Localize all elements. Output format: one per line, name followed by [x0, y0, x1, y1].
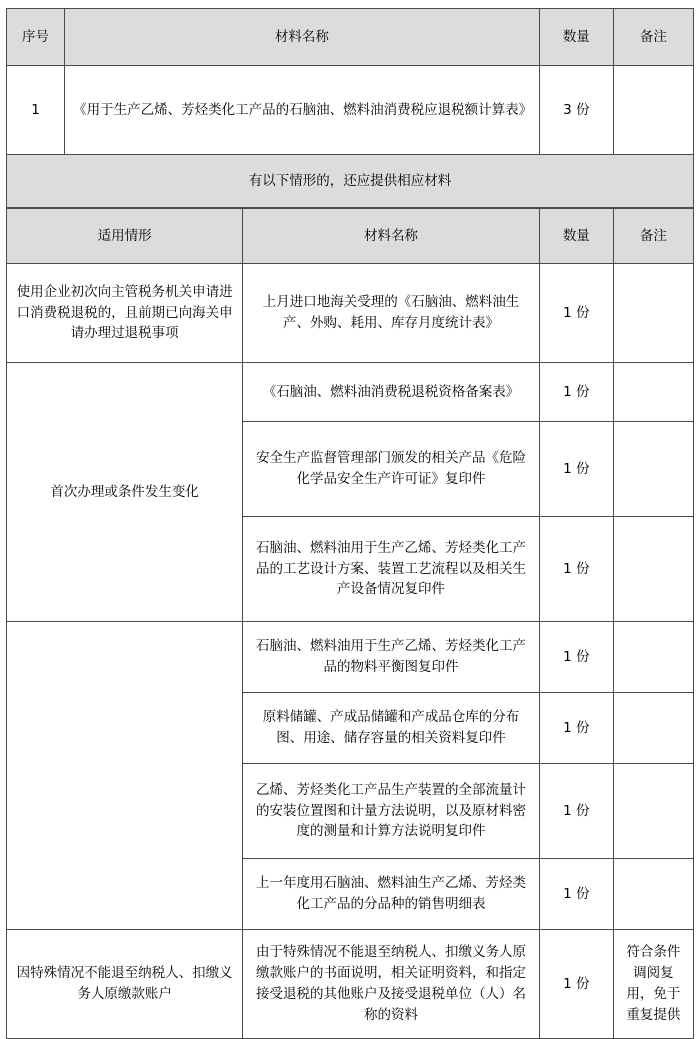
- row-material: 由于特殊情况不能退至纳税人、扣缴义务人原缴款账户的书面说明，相关证明资料，和指定接受退税的其他账户及接受退税单位（人）名称的资料: [243, 930, 539, 1039]
- row-note: 符合条件调阅复用，免于重复提供: [613, 930, 693, 1039]
- row-quantity: 1 份: [539, 422, 613, 517]
- row-note: [613, 422, 693, 517]
- row-note: [613, 622, 693, 693]
- case-cell: 首次办理或条件发生变化: [7, 363, 243, 622]
- table-row: [7, 363, 694, 422]
- header-note: 备注: [613, 9, 693, 66]
- table-header-row: [7, 9, 694, 66]
- table-header-row-2: [7, 209, 694, 264]
- row-note: [613, 363, 693, 422]
- section-band-row: [7, 155, 694, 208]
- header-case: 适用情形: [7, 209, 243, 264]
- row-material: 石脑油、燃料油用于生产乙烯、芳烃类化工产品的物料平衡图复印件: [243, 622, 539, 693]
- row-material: 原料储罐、产成品储罐和产成品仓库的分布图、用途、储存容量的相关资料复印件: [243, 693, 539, 764]
- row-quantity: 1 份: [539, 693, 613, 764]
- table-row: [7, 66, 694, 155]
- row-quantity: 3 份: [539, 66, 613, 155]
- header-material: 材料名称: [65, 9, 540, 66]
- row-material: 上月进口地海关受理的《石脑油、燃料油生产、外购、耗用、库存月度统计表》: [243, 264, 539, 363]
- table-row: [7, 264, 694, 363]
- header-quantity-2: 数量: [539, 209, 613, 264]
- materials-table: [6, 8, 694, 208]
- table-row: [7, 622, 694, 693]
- row-material: 上一年度用石脑油、燃料油生产乙烯、芳烃类化工产品的分品种的销售明细表: [243, 859, 539, 930]
- row-material: 石脑油、燃料油用于生产乙烯、芳烃类化工产品的工艺设计方案、装置工艺流程以及相关生产设备情况复印件: [243, 517, 539, 622]
- row-quantity: 1 份: [539, 622, 613, 693]
- row-note: [613, 859, 693, 930]
- case-cell: 因特殊情况不能退至纳税人、扣缴义务人原缴款账户: [7, 930, 243, 1039]
- header-note-2: 备注: [613, 209, 693, 264]
- row-note: [613, 264, 693, 363]
- case-cell: 使用企业初次向主管税务机关申请进口消费税退税的，且前期已向海关申请办理过退税事项: [7, 264, 243, 363]
- header-material-2: 材料名称: [243, 209, 539, 264]
- row-note: [613, 517, 693, 622]
- row-quantity: 1 份: [539, 930, 613, 1039]
- row-material: 安全生产监督管理部门颁发的相关产品《危险化学品安全生产许可证》复印件: [243, 422, 539, 517]
- row-quantity: 1 份: [539, 859, 613, 930]
- row-material: 《用于生产乙烯、芳烃类化工产品的石脑油、燃料油消费税应退税额计算表》: [65, 66, 540, 155]
- section-band-label: 有以下情形的，还应提供相应材料: [7, 155, 694, 208]
- row-quantity: 1 份: [539, 264, 613, 363]
- row-note: [613, 764, 693, 859]
- row-quantity: 1 份: [539, 363, 613, 422]
- row-material: 乙烯、芳烃类化工产品生产装置的全部流量计的安装位置图和计量方法说明，以及原材料密度的测量和计算方法说明复印件: [243, 764, 539, 859]
- row-note: [613, 66, 693, 155]
- row-quantity: 1 份: [539, 764, 613, 859]
- header-quantity: 数量: [539, 9, 613, 66]
- row-seq: 1: [7, 66, 65, 155]
- materials-table-conditional: [6, 208, 694, 1039]
- header-seq: 序号: [7, 9, 65, 66]
- row-quantity: 1 份: [539, 517, 613, 622]
- table-row: [7, 930, 694, 1039]
- row-note: [613, 693, 693, 764]
- case-cell: [7, 622, 243, 930]
- row-material: 《石脑油、燃料油消费税退税资格备案表》: [243, 363, 539, 422]
